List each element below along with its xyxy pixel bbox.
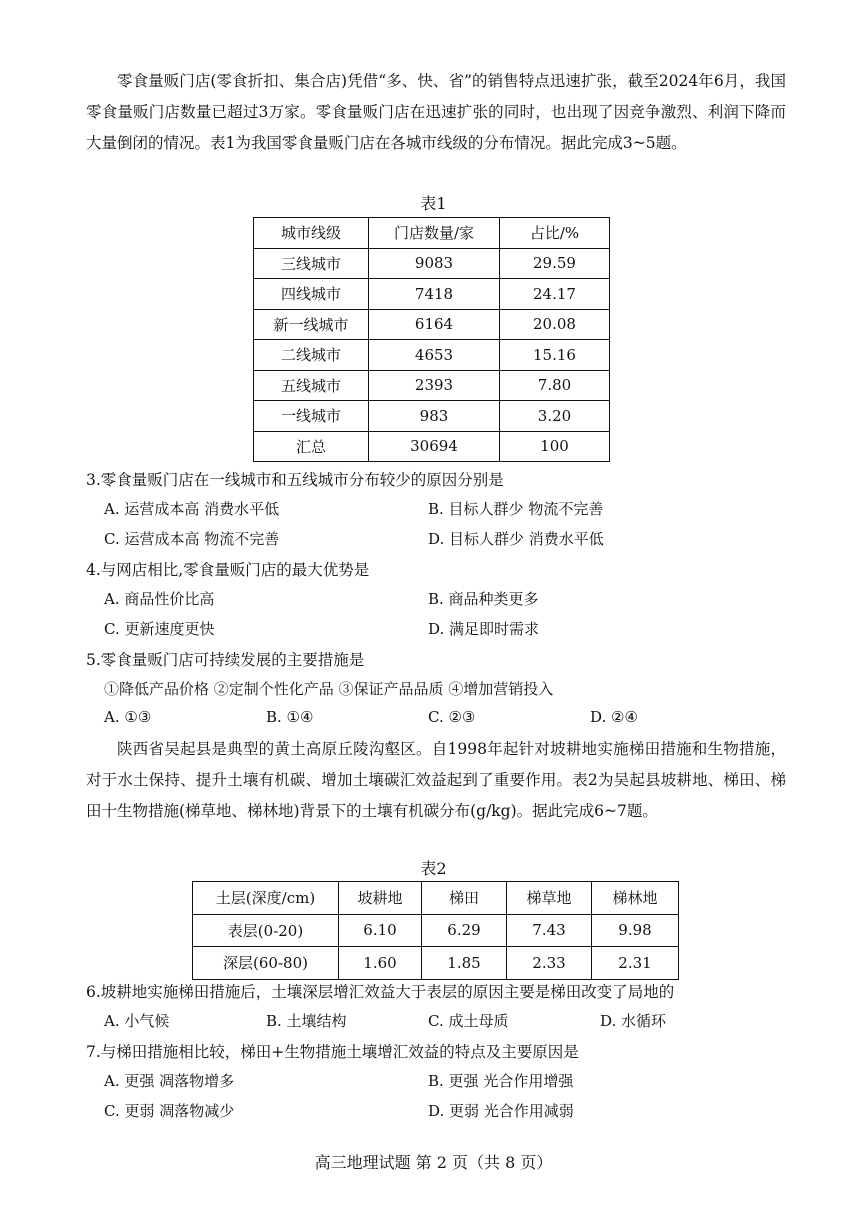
question-5-option-d[interactable]: D. ②④ [590, 708, 638, 726]
table-cell: 新一线城市 [254, 309, 369, 340]
table-cell: 24.17 [500, 279, 610, 310]
question-6-option-c[interactable]: C. 成土母质 [428, 1012, 509, 1030]
table-cell: 汇总 [254, 431, 369, 462]
passage-snack-stores: 零食量贩门店(零食折扣、集合店)凭借“多、快、省”的销售特点迅速扩张，截至2024年6月，我国零食量贩门店数量已超过3万家。零食量贩门店在迅速扩张的同时，也出现了因竞争激烈、利润下降而大量倒闭的情况。表1为我国零食量贩门店在各城市线级的分布情况。据此完成3~5题。 [86, 72, 786, 152]
question-5-option-c[interactable]: C. ②③ [428, 708, 476, 726]
table-cell: 9083 [369, 248, 500, 279]
table-cell: 深层(60-80) [193, 947, 339, 980]
table-row [254, 401, 610, 432]
table-header-row [254, 218, 610, 249]
table-cell: 一线城市 [254, 401, 369, 432]
table-cell: 983 [369, 401, 500, 432]
table-row [254, 370, 610, 401]
question-6-option-d[interactable]: D. 水循环 [600, 1012, 667, 1030]
table1-store-distribution [253, 217, 610, 462]
table1-caption: 表1 [420, 194, 447, 213]
question-7-option-a[interactable]: A. 更强 凋落物增多 [104, 1072, 235, 1090]
table-cell: 6.29 [422, 914, 507, 947]
table-cell: 2.31 [592, 947, 679, 980]
table-cell: 三线城市 [254, 248, 369, 279]
header-cell: 土层(深度/cm) [193, 882, 339, 915]
header-cell: 梯草地 [507, 882, 592, 915]
table-cell: 4653 [369, 340, 500, 371]
question-6-option-a[interactable]: A. 小气候 [104, 1012, 170, 1030]
question-3-option-a[interactable]: A. 运营成本高 消费水平低 [104, 500, 280, 518]
question-6-stem: 6.坡耕地实施梯田措施后，土壤深层增汇效益大于表层的原因主要是梯田改变了局地的 [86, 983, 675, 1001]
question-3-option-b[interactable]: B. 目标人群少 物流不完善 [428, 500, 604, 518]
table-cell: 表层(0-20) [193, 914, 339, 947]
question-3-option-c[interactable]: C. 运营成本高 物流不完善 [104, 530, 280, 548]
question-5-items: ①降低产品价格 ②定制个性化产品 ③保证产品品质 ④增加营销投入 [104, 680, 554, 698]
question-4-option-c[interactable]: C. 更新速度更快 [104, 620, 215, 638]
question-4-option-b[interactable]: B. 商品种类更多 [428, 590, 539, 608]
table-cell: 五线城市 [254, 370, 369, 401]
question-7-option-d[interactable]: D. 更弱 光合作用减弱 [428, 1102, 574, 1120]
table-cell: 3.20 [500, 401, 610, 432]
question-7-option-c[interactable]: C. 更弱 凋落物减少 [104, 1102, 235, 1120]
table-cell: 9.98 [592, 914, 679, 947]
question-4-option-d[interactable]: D. 满足即时需求 [428, 620, 540, 638]
question-4-stem: 4.与网店相比,零食量贩门店的最大优势是 [86, 561, 370, 579]
table-cell: 1.85 [422, 947, 507, 980]
table-cell: 2.33 [507, 947, 592, 980]
table-cell: 6.10 [339, 914, 422, 947]
table-row [193, 914, 679, 947]
table-row [254, 431, 610, 462]
table-cell: 30694 [369, 431, 500, 462]
page-footer: 高三地理试题 第 2 页（共 8 页） [314, 1153, 553, 1172]
table2-soil-organic-carbon [192, 881, 679, 980]
table-cell: 2393 [369, 370, 500, 401]
question-7-stem: 7.与梯田措施相比较，梯田+生物措施土壤增汇效益的特点及主要原因是 [86, 1043, 579, 1061]
question-5-option-b[interactable]: B. ①④ [266, 708, 314, 726]
table-row [254, 248, 610, 279]
header-cell: 梯田 [422, 882, 507, 915]
table-cell: 100 [500, 431, 610, 462]
header-cell: 坡耕地 [339, 882, 422, 915]
table-cell: 7.80 [500, 370, 610, 401]
question-7-option-b[interactable]: B. 更强 光合作用增强 [428, 1072, 574, 1090]
question-5-option-a[interactable]: A. ①③ [104, 708, 152, 726]
question-6-option-b[interactable]: B. 土壤结构 [266, 1012, 347, 1030]
table2-caption: 表2 [420, 859, 447, 878]
table-cell: 29.59 [500, 248, 610, 279]
question-5-stem: 5.零食量贩门店可持续发展的主要措施是 [86, 651, 365, 669]
table-cell: 1.60 [339, 947, 422, 980]
table-row [254, 279, 610, 310]
header-cell: 占比/% [500, 218, 610, 249]
header-cell: 梯林地 [592, 882, 679, 915]
header-cell: 门店数量/家 [369, 218, 500, 249]
table-cell: 15.16 [500, 340, 610, 371]
table-header-row [193, 882, 679, 915]
table-cell: 四线城市 [254, 279, 369, 310]
question-3-stem: 3.零食量贩门店在一线城市和五线城市分布较少的原因分别是 [86, 471, 504, 489]
passage-wuqi-county: 陕西省吴起县是典型的黄土高原丘陵沟壑区。自1998年起针对坡耕地实施梯田措施和生物措施，对于水土保持、提升土壤有机碳、增加土壤碳汇效益起到了重要作用。表2为吴起县坡耕地、梯田、梯田十生物措施(梯草地、梯林地)背景下的土壤有机碳分布(g/kg)。据此完成6~7题。 [86, 740, 786, 820]
header-cell: 城市线级 [254, 218, 369, 249]
question-3-option-d[interactable]: D. 目标人群少 消费水平低 [428, 530, 604, 548]
table-cell: 6164 [369, 309, 500, 340]
table-row [254, 309, 610, 340]
table-row [254, 340, 610, 371]
table-row [193, 947, 679, 980]
question-4-option-a[interactable]: A. 商品性价比高 [104, 590, 215, 608]
table-cell: 二线城市 [254, 340, 369, 371]
table-cell: 7418 [369, 279, 500, 310]
table-cell: 20.08 [500, 309, 610, 340]
table-cell: 7.43 [507, 914, 592, 947]
